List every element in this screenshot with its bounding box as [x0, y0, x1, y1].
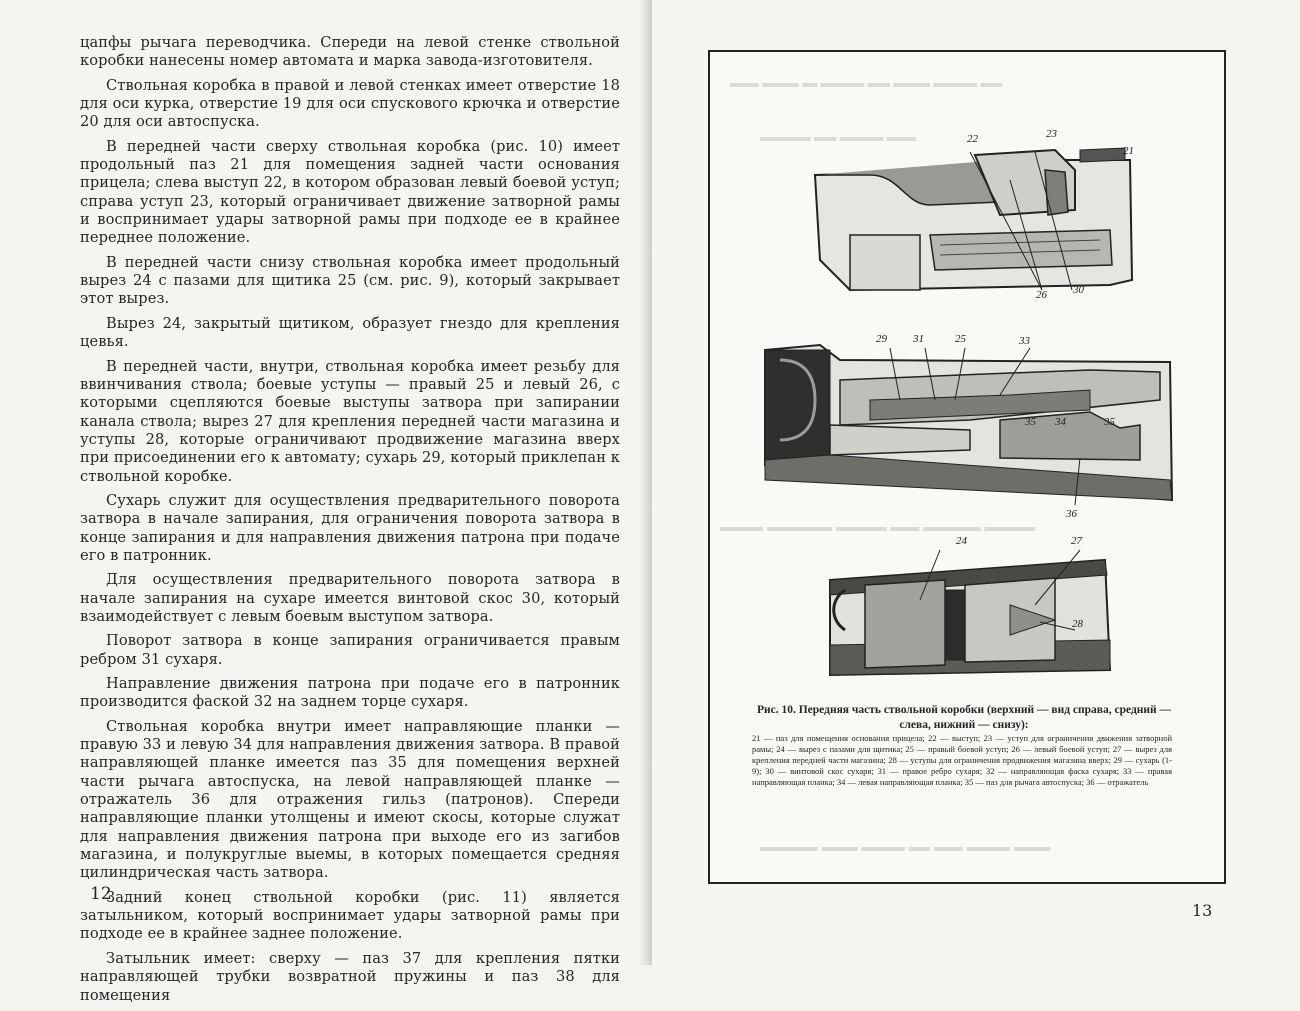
figure-callout: 31: [913, 333, 924, 345]
receiver-middle-view-drawing: [760, 340, 1180, 515]
paragraph: Сухарь служит для осуществления предварительного поворота затвора в начале запирания, для ограничения поворота затвора в конце запирания и для направления движения патрона при подаче его в патронник.: [80, 491, 620, 564]
paragraph: Направление движения патрона при подаче его в патронник производится фаской 32 на заднем торце сухаря.: [80, 675, 620, 711]
paragraph: Для осуществления предварительного поворота затвора в начале запирания на сухаре имеется винтовой скос 30, который взаимодействует с левым боевым выступом затвора.: [80, 571, 620, 625]
paragraph: Ствольная коробка внутри имеет направляющие планки — правую 33 и левую 34 для направления движения затвора. В правой направляющей планке имеется паз 35 для помещения верхней части рычага автоспуска, на левой направляющей планке — отражатель 36 для отражения гильз (патронов). Спереди направляющие планки утолщены и имеют скосы, которые служат для направления движения патрона при выходе его из загибов магазина, и полукруглые выемы, в которых помещается средняя цилиндрическая часть затвора.: [80, 717, 620, 882]
page-number-right: 13: [1192, 901, 1213, 920]
figure-callout: 25: [955, 333, 966, 345]
paragraph: В передней части сверху ствольная коробка (рис. 10) имеет продольный паз 21 для помещения задней части основания прицела; слева выступ 22, в котором образован левый боевой уступ; справа уступ 23, который ограничивает движение затворной рамы и воспринимает удары затворной рамы при подходе ее в крайнее переднее положение.: [80, 137, 620, 247]
paragraph: Затыльник имеет: сверху — паз 37 для крепления пятки направляющей трубки возвратной пружины и паз 38 для помещения: [80, 949, 620, 1004]
show-through-text: ═══ ══════ ═════ ═══ ══════ ══ ═════ ════: [730, 78, 1003, 92]
show-through-text: ═════ ══════ ════ ═══ ══════ ═════ ════════: [760, 842, 1051, 856]
figure-callout: 35: [1025, 416, 1036, 428]
figure-callout: 29: [876, 333, 887, 345]
paragraph: цапфы рычага переводчика. Спереди на левой стенке ствольной коробки нанесены номер автомата и марка завода-изготовителя.: [80, 34, 620, 70]
figure-caption-legend: 21 — паз для помещения основания прицела; 22 — выступ; 23 — уступ для ограничения движения затворной рамы; 24 — вырез с пазами для щитика; 25 — правый боевой уступ; 26 — левый боевой уступ; 27 — вырез для крепления передней части магазина; 28 — уступы для ограничения продвижения магазина вверх; 29 — сухарь (1-9); 30 — винтовой скос сухаря; 31 — правое ребро сухаря; 32 — направляющая фаска сухаря; 33 — правая направляющая планка; 34 — левая направляющая планка; 35 — паз для рычага автоспуска; 36 — отражатель: [752, 733, 1172, 787]
figure-callout: 35: [1104, 416, 1115, 428]
figure-callout: 24: [956, 535, 967, 547]
figure-callout: 21: [1123, 145, 1134, 157]
paragraph: Задний конец ствольной коробки (рис. 11) является затыльником, который воспринимает удары затворной рамы при подходе ее в крайнее заднее положение.: [80, 888, 620, 943]
show-through-text: ════ ══════ ═══ ═══════: [760, 132, 916, 146]
show-through-text: ═══════ ════════ ════ ═══════ ═════════ ══════: [720, 522, 1036, 536]
page-number-left: 12: [90, 884, 112, 904]
paragraph: В передней части, внутри, ствольная коробка имеет резьбу для ввинчивания ствола; боевые уступы — правый 25 и левый 26, с которыми сцепляются боевые выступы затвора при запирании канала ствола; вырез 27 для крепления передней части магазина и уступы 28, которые ограничивают продвижение магазина вверх при присоединении его к автомату; сухарь 29, который приклепан к ствольной коробке.: [80, 357, 620, 485]
paragraph: Поворот затвора в конце запирания ограничивается правым ребром 31 сухаря.: [80, 632, 620, 668]
figure-callout: 23: [1046, 128, 1057, 140]
figure-callout: 22: [967, 133, 978, 145]
left-page-text: [80, 34, 620, 1011]
figure-callout: 28: [1072, 618, 1083, 630]
paragraph: В передней части снизу ствольная коробка имеет продольный вырез 24 с пазами для щитика 25 (см. рис. 9), который закрывает этот вырез.: [80, 253, 620, 308]
left-page: [0, 0, 648, 1004]
figure-callout: 34: [1055, 416, 1066, 428]
figure-caption-title: Рис. 10. Передняя часть ствольной коробки (верхний — вид справа, средний — слева, нижний — снизу):: [756, 704, 1172, 731]
paragraph: Ствольная коробка в правой и левой стенках имеет отверстие 18 для оси курка, отверстие 19 для оси спускового крючка и отверстие 20 для оси автоспуска.: [80, 76, 620, 131]
figure-callout: 30: [1073, 284, 1084, 296]
figure-callout: 36: [1066, 508, 1077, 520]
paragraph: Вырез 24, закрытый щитиком, образует гнездо для крепления цевья.: [80, 314, 620, 351]
figure-callout: 27: [1071, 535, 1082, 547]
figure-callout: 33: [1019, 335, 1030, 347]
figure-callout: 26: [1036, 289, 1047, 301]
receiver-top-view-drawing: [810, 140, 1140, 310]
